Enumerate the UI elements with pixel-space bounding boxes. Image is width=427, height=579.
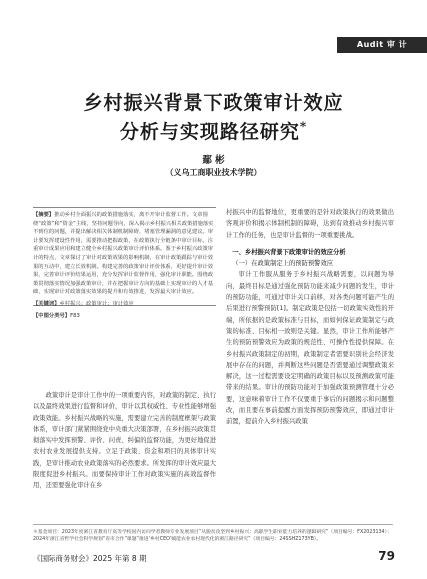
author-name: 鄢 彬: [202, 155, 225, 166]
keywords-text: 乡村振兴；政策审计；审计效应: [59, 300, 134, 307]
subsection-heading: （一）在政策制定上的预防预警效应: [232, 260, 334, 268]
author-affiliation: （义乌工商职业技术学院）: [165, 168, 262, 177]
keywords-line: [33, 300, 216, 309]
abstract-text: 推动乡村全面振兴的政策措施落实，离不开审计监督工作。文章围绕“政策”和“资金”主线，坚持问题导向，深入揭示乡村振兴相关政策措施落实不到位的问题，并提出解决相关体制机制障碍，堵塞管理漏洞的意见建议。审计要发挥建设性作用，需要推动把握政策，在政策执行全链条中审计目标，注重审计成果应用和建立健全乡村振兴政策审计评价体系。鉴于乡村振兴政策审计的特点，文章探讨了审计对政策效果的影响机制，在审计政策跟踪与审计效果的互动中，建立长效机制。构建完善的政策审计评价体系，更好提升审计效果，完善审计评价结果运用，充分发挥审计监督作用，强化审计职能。围绕政策贯彻落实情况加强政策审计，并在把握审计方向的基础上实现审计的人才基础，实现审计对政策落实效果的提升和有效推进，发挥最大审计效应。: [33, 212, 214, 296]
section-tag: Audit 审 计: [337, 37, 427, 53]
abstract-label: 【摘要】: [33, 212, 55, 218]
title-footnote-mark: *: [299, 119, 308, 134]
abstract-paragraph: [33, 211, 216, 297]
title-line2-text: 分析与实现路径研究: [119, 121, 300, 143]
article-title-line1: 乡村振兴背景下政策审计效应: [83, 92, 344, 114]
abstract-box: [33, 207, 216, 319]
clc-label: 【中图分类号】: [33, 312, 71, 319]
keywords-label: 【关键词】: [33, 300, 60, 307]
body-paragraph: 审计工作服从服务于乡村振兴战略需要，以问题为导向，最终目标是通过强化预防功能来减少问题的发生，审计的预防功能，可通过审计关口前移，对各类问题可能产生的后果进行预警预防[1]。制定政策是包括一切政策实效性的开端，所依据的是政策标准与目标，而如何保证政策制定与政策的标准、目标相一致则是关键。显然，审计工作所能够产生的预防预警效应为政策的规范性、可操作性提供保障。在乡村振兴政策制定的初期，政策制定者需要识别社会经济发展中存在的问题，并判断这些问题是否需要通过调整政策来解决，这一过程需要设定明确的政策目标以及预测政策可能带来的结果。审计的预防功能对于加强政策预测管理十分必要，这意味着审计工作不仅要重于事后的问题揭示和问题整改，而且要在事前提醒方面发挥预防预警效应，即通过审计前置，提前介入乡村振兴政策: [226, 271, 394, 426]
journal-footer: 《国际商务财会》2025 年第 8 期: [33, 554, 147, 563]
body-paragraph: 政策审计是审计工作中的一项重要内容，对政策的制定、执行以及最终效果进行监督和评价，审计以其权威性、专业性能够增强政策效能。乡村振兴战略的实施，需要建立完善的制度框架与政策体系，审计部门紧紧围绕党中央重大决策部署，在乡村振兴政策贯彻落实中发挥预警、评价、问责、纠偏的监督功能，为更好地促进农村农业发展提供支持。立足于政策、资金和项目的具体审计实践，是审计推动农业政策落实的必然要求。所发挥的审计效应最大限度促进乡村振兴。而要保持审计工作对政策实施的高效监督作用，还需要强化审计在乡: [33, 392, 216, 490]
clc-line: [33, 312, 216, 321]
body-paragraph-continued: 村振兴中的监督地位，更重要的是针对政策执行的效果做出客观评价和揭示体制机制的障碍，达到有效推动乡村振兴审计工作的任务，也是审计监督的一项重要挑战。: [226, 209, 394, 239]
article-title-line2: [0, 117, 427, 144]
body-right-column: [226, 207, 394, 428]
section-heading: 一、乡村振兴背景下政策审计的效应分析: [232, 248, 346, 256]
body-left-column: [33, 390, 216, 492]
page-number: 79: [378, 549, 395, 563]
clc-code: F83: [70, 312, 80, 319]
funding-footnote: ＊基金项目：2023年度浙江省教育厅高等学校国内访问学者教师专业发展项目“从脱贫攻坚到乡村振兴：高职学生职业能力培养的逻辑研究”（项目编号：FX2023134）；2024年浙江省哲学社会科学规划“省市合作”课题“推进‘乡村CEO’赋能农业农村现代化的浙江路径研究”（项目编号：24SSHZ173YB）。: [33, 524, 393, 543]
